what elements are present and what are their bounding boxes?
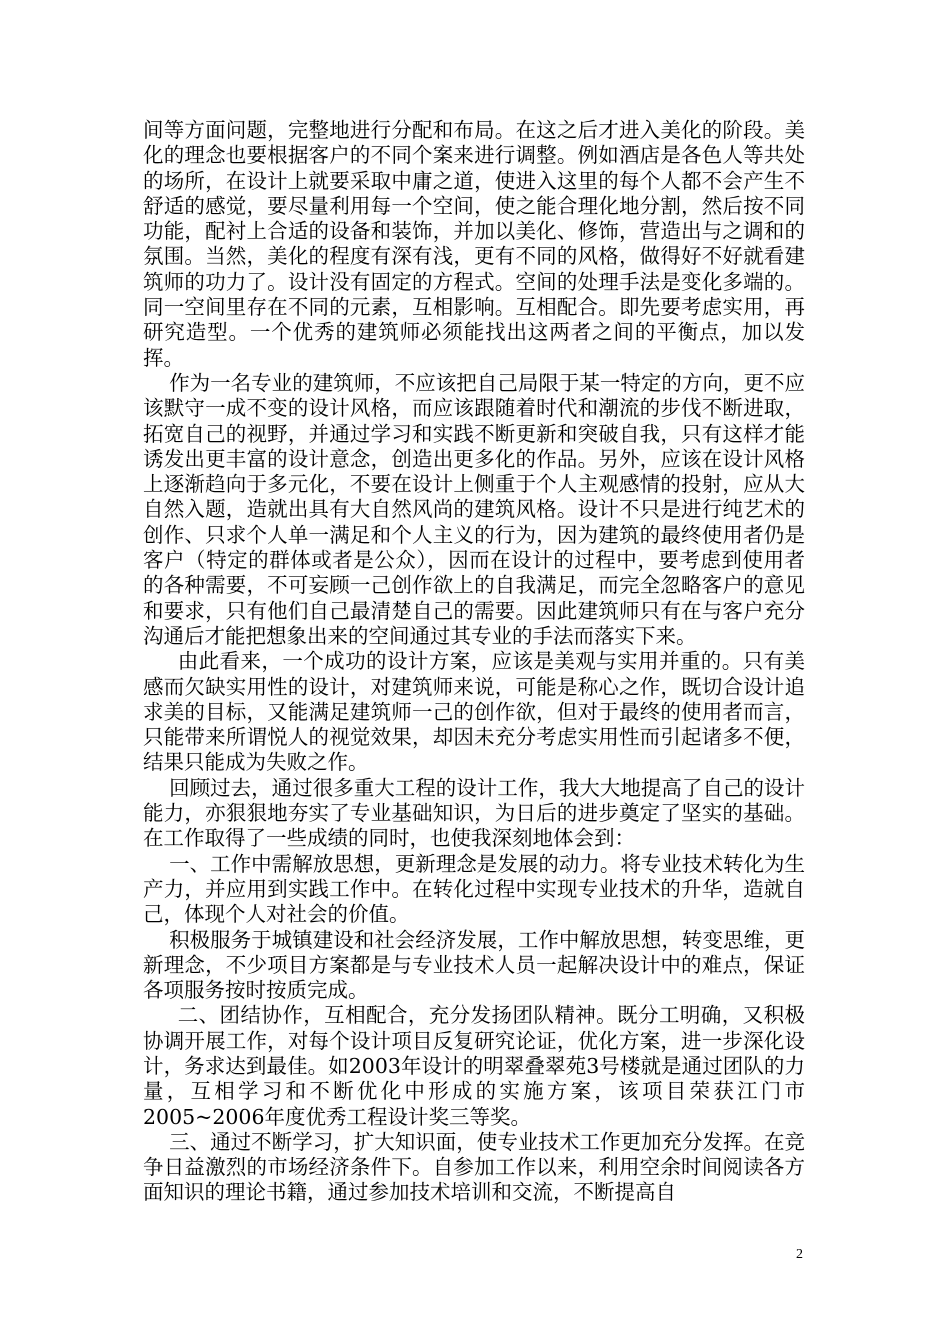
- paragraph-design-layout: 间等方面问题，完整地进行分配和布局。在这之后才进入美化的阶段。美化的理念也要根据客户的不同个案来进行调整。例如酒店是各色人等共处的场所，在设计上就要采取中庸之道，使进入这里的每个人都不会产生不舒适的感觉，要尽量利用每一个空间，使之能合理化地分割，然后按不同功能，配衬上合适的设备和装饰，并加以美化、修饰，营造出与之调和的氛围。当然，美化的程度有深有浅，更有不同的风格，做得好不好就看建筑师的功力了。设计没有固定的方程式。空间的处理手法是变化多端的。同一空间里存在不同的元素，互相影响。互相配合。即先要考虑实用，再研究造型。一个优秀的建筑师必须能找出这两者之间的平衡点，加以发挥。: [143, 118, 805, 370]
- paragraph-professional-architect: 作为一名专业的建筑师，不应该把自己局限于某一特定的方向，更不应该默守一成不变的设计风格，而应该跟随着时代和潮流的步伐不断进取，拓宽自己的视野，并通过学习和实践不断更新和突破自我，只有这样才能诱发出更丰富的设计意念，创造出更多化的作品。另外，应该在设计风格上逐渐趋向于多元化，不要在设计上侧重于个人主观感情的投射，应从大自然入题，造就出具有大自然风尚的建筑风格。设计不只是进行纯艺术的创作、只求个人单一满足和个人主义的行为，因为建筑的最终使用者仍是客户（特定的群体或者是公众），因而在设计的过程中，要考虑到使用者的各种需要，不可妄顾一己创作欲上的自我满足，而完全忽略客户的意见和要求，只有他们自己最清楚自己的需要。因此建筑师只有在与客户充分沟通后才能把想象出来的空间通过其专业的手法而落实下来。: [143, 370, 805, 648]
- paragraph-point-two: 二、团结协作，互相配合，充分发扬团队精神。既分工明确，又积极协调开展工作，对每个设计项目反复研究论证，优化方案，进一步深化设计，务求达到最佳。如2003年设计的明翠叠翠苑3号楼就是通过团队的力量，互相学习和不断优化中形成的实施方案，该项目荣获江门市2005~2006年度优秀工程设计奖三等奖。: [143, 1003, 805, 1129]
- paragraph-review-past: 回顾过去，通过很多重大工程的设计工作，我大大地提高了自己的设计能力，亦狠狠地夯实了专业基础知识，为日后的进步奠定了坚实的基础。在工作取得了一些成绩的同时，也使我深刻地体会到：: [143, 775, 805, 851]
- document-body: [143, 118, 805, 1206]
- paragraph-point-three: 三、通过不断学习，扩大知识面，使专业技术工作更加充分发挥。在竞争日益激烈的市场经济条件下。自参加工作以来，利用空余时间阅读各方面知识的理论书籍，通过参加技术培训和交流，不断提高自: [143, 1129, 805, 1205]
- paragraph-serve-urban-construction: 积极服务于城镇建设和社会经济发展，工作中解放思想，转变思维，更新理念，不少项目方案都是与专业技术人员一起解决设计中的难点，保证各项服务按时按质完成。: [143, 927, 805, 1003]
- page-number: 2: [796, 1247, 803, 1262]
- paragraph-beauty-and-practicality: 由此看来，一个成功的设计方案，应该是美观与实用并重的。只有美感而欠缺实用性的设计，对建筑师来说，可能是称心之作，既切合设计追求美的目标，又能满足建筑师一己的创作欲，但对于最终的使用者而言，只能带来所谓悦人的视觉效果，却因未充分考虑实用性而引起诸多不便，结果只能成为失败之作。: [143, 649, 805, 775]
- paragraph-point-one: 一、工作中需解放思想，更新理念是发展的动力。将专业技术转化为生产力，并应用到实践工作中。在转化过程中实现专业技术的升华，造就自己，体现个人对社会的价值。: [143, 851, 805, 927]
